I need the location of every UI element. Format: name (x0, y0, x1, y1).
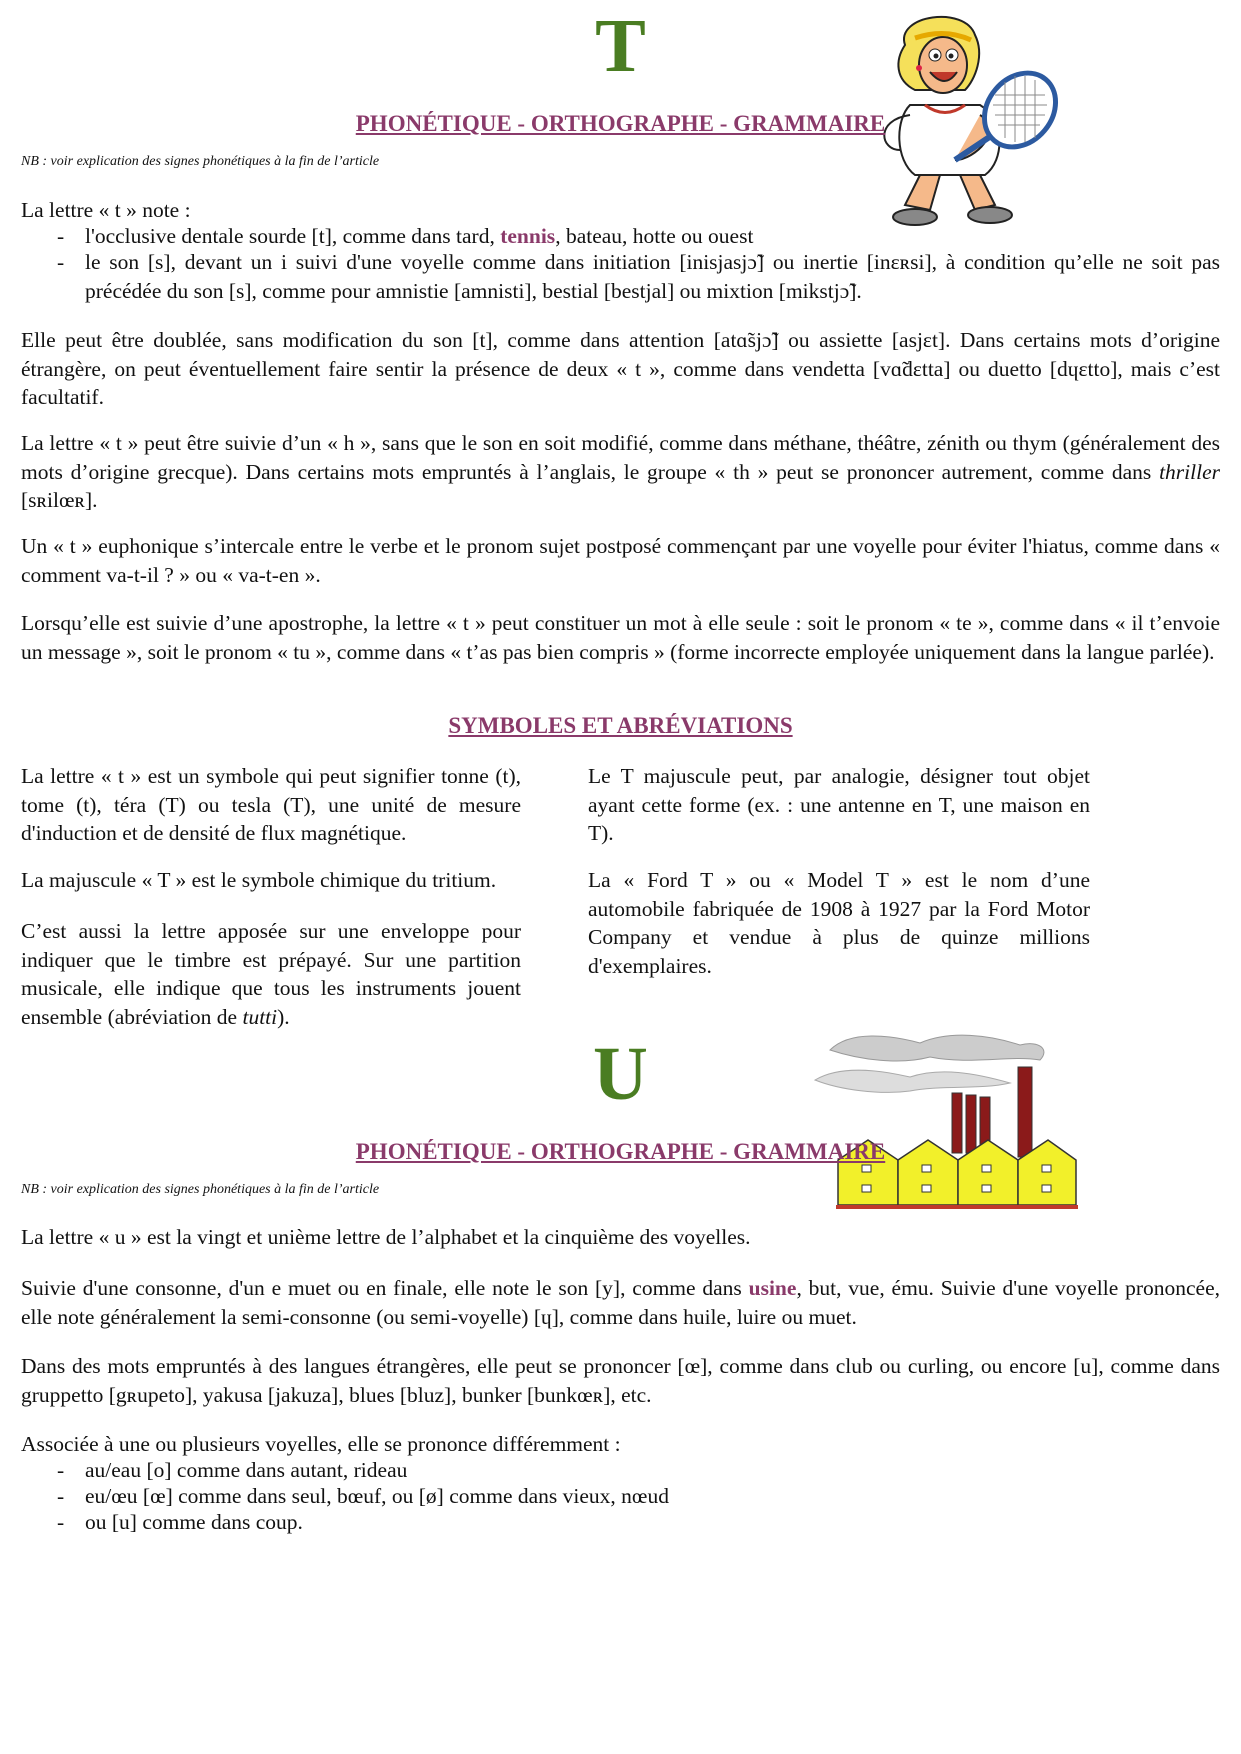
bullet-item: ou [u] comme dans coup. (85, 1510, 303, 1534)
section-heading: PHONÉTIQUE - ORTHOGRAPHE - GRAMMAIRE (355, 1139, 886, 1164)
factory-illustration (810, 1025, 1085, 1215)
bullet-dash: - (57, 250, 65, 274)
left-column-paragraph: La lettre « t » est un symbole qui peut signifier tonne (t), tome (t), téra (T) ou tesla (T), une unité de mesure d'induction et de densité de flux magnétique. (21, 764, 521, 845)
nb-note: NB : voir explication des signes phonétiques à la fin de l’article (21, 1182, 380, 1197)
bullet-dash: - (57, 1484, 65, 1508)
bullet-item: eu/œu [œ] comme dans seul, bœuf, ou [ø] comme dans vieux, nœud (85, 1484, 669, 1508)
paragraph: Elle peut être doublée, sans modification du son [t], comme dans attention [atɑ̃sjɔ̃] ou assiette [asjɛt]. Dans certains mots d’origine étrangère, on peut éventuellement faire sentir la présence de deux « t », comme dans vendetta [vɑ̃dɛtta] ou duetto [dɥɛtto], mais c’est facultatif. (21, 328, 1220, 409)
right-column-paragraph: Le T majuscule peut, par analogie, désigner tout objet ayant cette forme (ex. : une antenne en T, une maison en T). (588, 764, 1090, 845)
bullet-dash: - (57, 224, 65, 248)
left-column-paragraph: C’est aussi la lettre apposée sur une enveloppe pour indiquer que le timbre est prépayé. Sur une partition musicale, elle indique que tous les instruments jouent ensemble (abréviation de tutti). (21, 919, 521, 1029)
left-column-paragraph: La majuscule « T » est le symbole chimique du tritium. (21, 868, 497, 892)
paragraph: La lettre « t » peut être suivie d’un « h », sans que le son en soit modifié, comme dans méthane, théâtre, zénith ou thym (généralement des mots d’origine grecque). Dans certains mots empruntés à l’anglais, le groupe « th » peut se prononcer autrement, comme dans thriller [sʀilœʀ]. (21, 431, 1220, 512)
section-heading: PHONÉTIQUE - ORTHOGRAPHE - GRAMMAIRE (355, 111, 886, 136)
bullet-dash: - (57, 1458, 65, 1482)
nb-note: NB : voir explication des signes phonétiques à la fin de l’article (21, 154, 380, 169)
paragraph: Dans des mots empruntés à des langues étrangères, elle peut se prononcer [œ], comme dans club ou curling, ou encore [u], comme dans gruppetto [gʀupeto], yakusa [jakuza], blues [bluz], bunker [bunkœʀ], etc. (21, 1354, 1220, 1407)
section-heading-symbols: SYMBOLES ET ABRÉVIATIONS (448, 713, 793, 738)
paragraph: La lettre « u » est la vingt et unième lettre de l’alphabet et la cinquième des voyelles. (21, 1225, 751, 1249)
paragraph: Lorsqu’elle est suivie d’une apostrophe, la lettre « t » peut constituer un mot à elle seule : soit le pronom « te », comme dans « il t’envoie un message », soit le pronom « tu », comme dans « t’as pas bien compris » (forme incorrecte employée uniquement dans la langue parlée). (21, 611, 1220, 664)
letter-t-title: T (595, 4, 646, 88)
letter-u-title: U (593, 1032, 648, 1116)
intro-text: La lettre « t » note : (21, 198, 191, 222)
bullet-dash: - (57, 1510, 65, 1534)
bullet-item: au/eau [o] comme dans autant, rideau (85, 1458, 408, 1482)
paragraph: Associée à une ou plusieurs voyelles, elle se prononce différemment : (21, 1432, 621, 1456)
paragraph: Un « t » euphonique s’intercale entre le verbe et le pronom sujet postposé commençant par une voyelle pour éviter l'hiatus, comme dans « comment va-t-il ? » ou « va-t-en ». (21, 534, 1220, 587)
right-column-paragraph: La « Ford T » ou « Model T » est le nom d’une automobile fabriquée de 1908 à 1927 par la Ford Motor Company et vendue à plus de quinze millions d'exemplaires. (588, 868, 1090, 978)
bullet-item: l'occlusive dentale sourde [t], comme dans tard, tennis, bateau, hotte ou ouest (85, 224, 754, 248)
paragraph: Suivie d'une consonne, d'un e muet ou en finale, elle note le son [y], comme dans usine, but, vue, ému. Suivie d'une voyelle prononcée, elle note généralement la semi-consonne (ou semi-voyelle) [ɥ], comme dans huile, luire ou muet. (21, 1276, 1221, 1329)
bullet-item: le son [s], devant un i suivi d'une voyelle comme dans initiation [inisjasjɔ̃] ou inertie [inɛʀsi], à condition qu’elle ne soit pas précédée du son [s], comme pour amnistie [amnisti], bestial [bestjal] ou mixtion [mikstjɔ̃]. (85, 250, 1220, 303)
